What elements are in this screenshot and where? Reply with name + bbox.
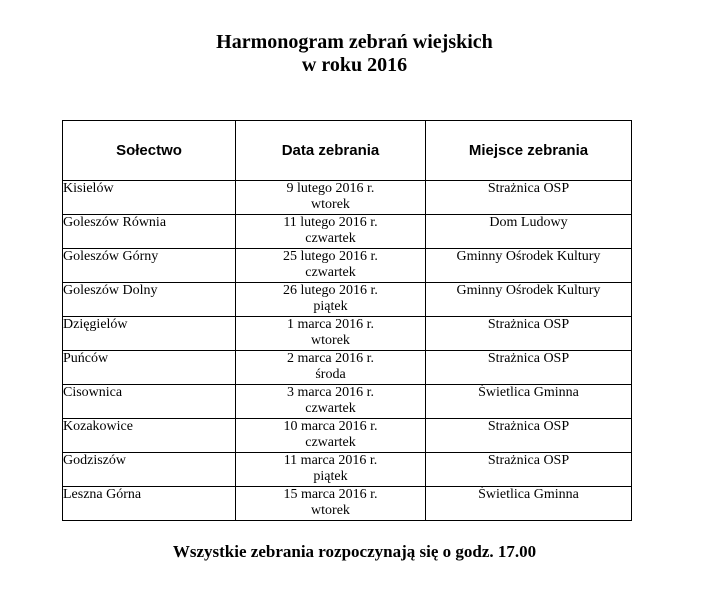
- village-cell: Goleszów Górny: [63, 249, 236, 283]
- date-text: 3 marca 2016 r.: [286, 385, 375, 400]
- header-row: [63, 121, 632, 181]
- table-row: [63, 215, 632, 249]
- place-cell: Gminny Ośrodek Kultury: [426, 249, 632, 283]
- weekday-text: czwartek: [305, 401, 356, 416]
- date-cell: [236, 351, 426, 385]
- weekday-text: wtorek: [311, 503, 350, 518]
- table-row: [63, 453, 632, 487]
- weekday-text: czwartek: [305, 435, 356, 450]
- place-cell: Świetlica Gminna: [426, 385, 632, 419]
- village-cell: Dzięgielów: [63, 317, 236, 351]
- weekday-text: wtorek: [311, 197, 350, 212]
- village-cell: Leszna Górna: [63, 487, 236, 521]
- place-cell: Strażnica OSP: [426, 181, 632, 215]
- weekday-text: czwartek: [305, 231, 356, 246]
- weekday-text: wtorek: [311, 333, 350, 348]
- date-text: 11 marca 2016 r.: [283, 453, 378, 468]
- village-cell: Godziszów: [63, 453, 236, 487]
- date-text: 9 lutego 2016 r.: [286, 181, 375, 196]
- date-cell: [236, 453, 426, 487]
- date-cell: [236, 419, 426, 453]
- table-row: [63, 317, 632, 351]
- date-text: 1 marca 2016 r.: [286, 317, 375, 332]
- date-text: 15 marca 2016 r.: [283, 487, 378, 502]
- document-title: [0, 31, 709, 77]
- date-text: 25 lutego 2016 r.: [283, 249, 378, 264]
- title-line-2: w roku 2016: [301, 54, 408, 76]
- village-cell: Cisownica: [63, 385, 236, 419]
- header-place: Miejsce zebrania: [426, 121, 632, 181]
- date-text: 10 marca 2016 r.: [283, 419, 378, 434]
- village-cell: Puńców: [63, 351, 236, 385]
- place-cell: Strażnica OSP: [426, 317, 632, 351]
- weekday-text: środa: [315, 367, 346, 382]
- date-text: 26 lutego 2016 r.: [283, 283, 378, 298]
- weekday-text: czwartek: [305, 265, 356, 280]
- table-row: [63, 487, 632, 521]
- village-cell: Goleszów Dolny: [63, 283, 236, 317]
- place-cell: Gminny Ośrodek Kultury: [426, 283, 632, 317]
- village-cell: Goleszów Równia: [63, 215, 236, 249]
- date-cell: [236, 249, 426, 283]
- table-row: [63, 283, 632, 317]
- date-cell: [236, 317, 426, 351]
- title-line-1: Harmonogram zebrań wiejskich: [216, 31, 493, 53]
- table-row: [63, 351, 632, 385]
- date-cell: [236, 487, 426, 521]
- date-text: 11 lutego 2016 r.: [283, 215, 378, 230]
- place-cell: Dom Ludowy: [426, 215, 632, 249]
- place-cell: Strażnica OSP: [426, 351, 632, 385]
- header-village: Sołectwo: [63, 121, 236, 181]
- weekday-text: piątek: [313, 299, 348, 314]
- header-date: Data zebrania: [236, 121, 426, 181]
- weekday-text: piątek: [313, 469, 348, 484]
- start-time-note: Wszystkie zebrania rozpoczynają się o godz. 17.00: [172, 542, 537, 561]
- table-row: [63, 385, 632, 419]
- date-text: 2 marca 2016 r.: [286, 351, 375, 366]
- place-cell: Świetlica Gminna: [426, 487, 632, 521]
- table-row: [63, 419, 632, 453]
- date-cell: [236, 215, 426, 249]
- place-cell: Strażnica OSP: [426, 453, 632, 487]
- date-cell: [236, 181, 426, 215]
- table-row: [63, 181, 632, 215]
- village-cell: Kisielów: [63, 181, 236, 215]
- schedule-table: [62, 120, 632, 521]
- table-row: [63, 249, 632, 283]
- village-cell: Kozakowice: [63, 419, 236, 453]
- date-cell: [236, 385, 426, 419]
- date-cell: [236, 283, 426, 317]
- place-cell: Strażnica OSP: [426, 419, 632, 453]
